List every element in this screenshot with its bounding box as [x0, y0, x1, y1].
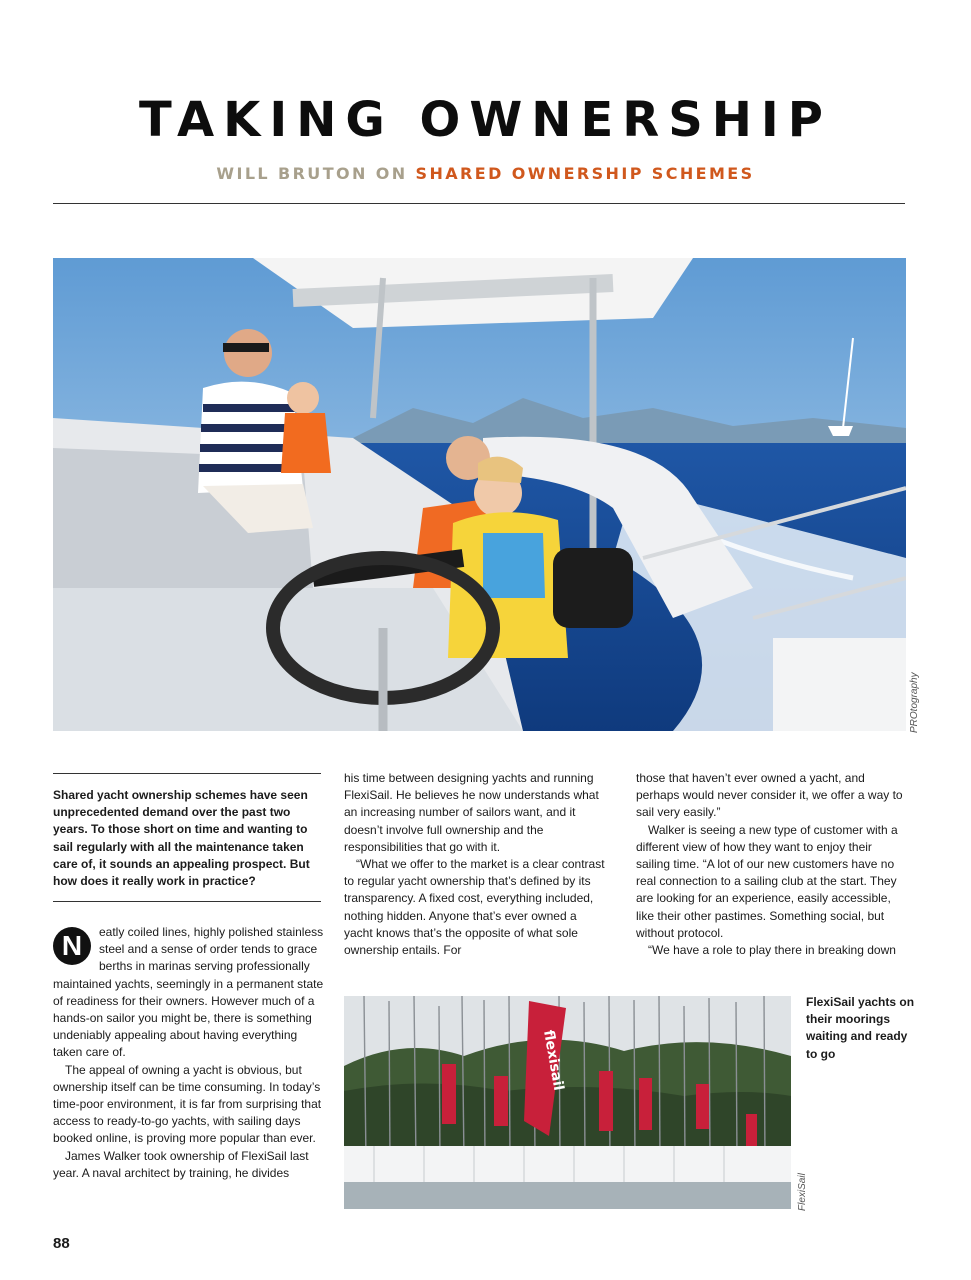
article-column-1	[53, 924, 325, 1182]
article-paragraph: “We have a role to play there in breaking down	[648, 943, 896, 958]
article-paragraph: James Walker took ownership of FlexiSail last year. A naval architect by training, he divides	[53, 1148, 309, 1180]
marina-illustration	[344, 996, 791, 1209]
article-column-2	[344, 770, 606, 959]
page-number: 88	[53, 1235, 70, 1252]
photo-caption: FlexiSail yachts on their moorings waiting and ready to go	[806, 995, 915, 1061]
article-paragraph: Walker is seeing a new type of customer with a different view of how they want to enjoy their sailing time. “A lot of our new customers have no real connection to a sailing club at the start. They are looking for an experience, easily accessible, like their other pastimes. Something social, but without protocol.	[636, 822, 898, 940]
hero-photo-credit: PROtography	[909, 672, 920, 733]
drop-cap: N	[53, 927, 91, 965]
marina-photo-credit: FlexiSail	[797, 1173, 808, 1211]
marina-flag-text: flexisail	[540, 1028, 567, 1092]
article-paragraph: those that haven’t ever owned a yacht, and perhaps would never consider it, we offer a way to sail very easily.”	[636, 771, 903, 820]
intro-top-rule	[53, 773, 321, 774]
hero-photo	[53, 258, 906, 731]
standfirst: Shared yacht ownership schemes have seen unprecedented demand over the past two years. To those short on time and wanting to sail regularly with all the maintenance taken care of, it sounds an appealing prospect. But how does it really work in practice?	[53, 788, 310, 889]
article-paragraph: The appeal of owning a yacht is obvious, but ownership itself can be time consuming. In today’s time-poor environment, it is far from surprising that access to ready-to-go yachts, with sailing days booked online, is proving more popular than ever.	[53, 1062, 322, 1146]
article-paragraph: “What we offer to the market is a clear contrast to regular yacht ownership that’s defined by its transparency. A fixed cost, everything included, nothing hidden. Anyone that’s ever owned a yacht knows that’s the opposite of what sole ownership entails. For	[344, 857, 605, 958]
subtitle	[0, 164, 971, 183]
intro-bottom-rule	[53, 901, 321, 902]
marina-photo	[344, 996, 791, 1209]
article-column-3	[636, 770, 908, 959]
header-divider	[53, 203, 905, 204]
hero-illustration	[53, 258, 906, 731]
topic-heading: SHARED OWNERSHIP SCHEMES	[415, 164, 755, 183]
article-paragraph: N eatly coiled lines, highly polished stainless steel and a sense of order tends to grace berths in marinas serving professionally maintained yachts, seemingly in a permanent state of readiness for their owners. However much of a hands-on sailor you might be, there is something undeniably appealing about having everything taken care of.	[53, 925, 324, 1060]
byline: WILL BRUTON ON	[216, 164, 408, 183]
page-title: TAKING OWNERSHIP	[139, 92, 832, 148]
article-paragraph: his time between designing yachts and running FlexiSail. He believes he now understands what an increasing number of sailors want, and it doesn’t involve full ownership and the responsibilities that go with it.	[344, 771, 599, 854]
